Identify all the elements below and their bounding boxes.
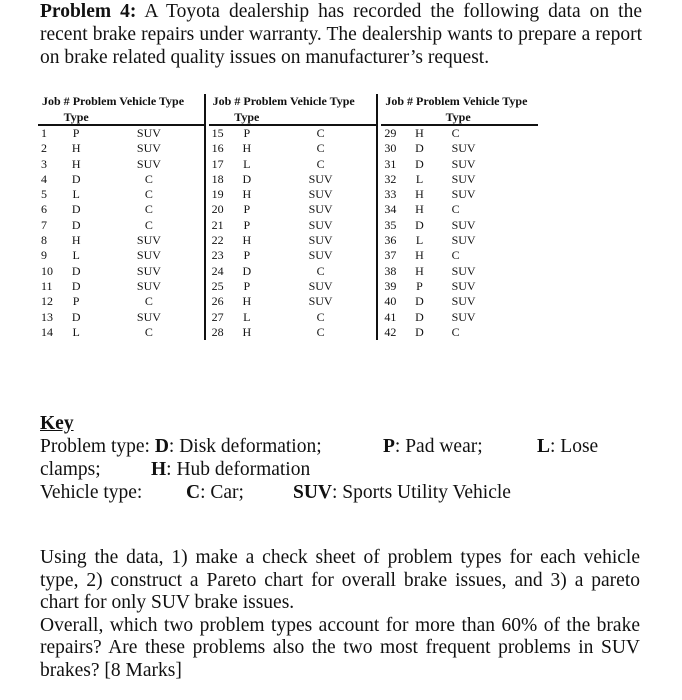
job-number-cell: 25 (211, 278, 224, 293)
header-vehicle: Vehicle Type (289, 94, 355, 108)
key-vehicle-label: Vehicle type: (40, 482, 143, 503)
problem-type-cell: D (242, 171, 252, 186)
table-body (38, 125, 538, 340)
header-vehicle: Vehicle Type (462, 94, 528, 108)
vehicle-type-cell: C (451, 126, 460, 140)
vehicle-type-cell: SUV (308, 278, 333, 293)
job-number-cell: 7 (41, 217, 47, 232)
key-line-3 (40, 481, 640, 504)
problem-type-cell: H (415, 126, 424, 140)
problem-type-cell: H (242, 187, 252, 202)
job-number-cell: 34 (384, 202, 397, 217)
problem-type-cell: P (416, 278, 423, 293)
vehicle-type-cell: C (451, 248, 460, 263)
problem-type-cell: L (72, 187, 80, 202)
job-number-cell: 2 (41, 141, 47, 156)
problem-type-cell: D (415, 217, 424, 232)
job-number-cell: 23 (211, 248, 224, 263)
problem-type-cell: L (72, 324, 80, 339)
key-l-text-cont: clamps; (40, 459, 101, 480)
table-row (38, 157, 538, 172)
brake-repair-table (38, 94, 538, 340)
problem-type-cell: P (72, 126, 80, 140)
job-number-cell: 9 (41, 248, 47, 263)
vehicle-type-cell: SUV (308, 248, 333, 263)
vehicle-type-cell: SUV (451, 294, 476, 309)
vehicle-type-cell: C (144, 217, 153, 232)
vehicle-type-cell: C (144, 324, 153, 339)
job-number-cell: 17 (211, 156, 224, 171)
header-vehicle: Vehicle Type (119, 94, 185, 108)
job-number-cell: 12 (41, 294, 53, 309)
vehicle-type-cell: C (316, 156, 325, 171)
problem-type-cell: P (243, 248, 251, 263)
problem-type-cell: D (71, 309, 81, 324)
vehicle-type-cell: SUV (136, 141, 161, 156)
key-h-text: : Hub deformation (166, 459, 311, 480)
vehicle-type-cell: SUV (308, 233, 333, 248)
job-number-cell: 22 (211, 233, 224, 248)
job-number-cell: 26 (211, 294, 224, 309)
vehicle-type-cell: SUV (308, 217, 333, 232)
vehicle-type-cell: SUV (136, 233, 161, 248)
problem-type-cell: H (415, 202, 424, 217)
job-number-cell: 8 (41, 233, 47, 248)
vehicle-type-cell: C (316, 141, 325, 156)
table-row (38, 218, 538, 233)
vehicle-type-cell: SUV (308, 202, 333, 217)
header-vehicle-type: Type (438, 110, 538, 125)
job-number-cell: 20 (211, 202, 224, 217)
job-number-cell: 24 (211, 263, 224, 278)
job-number-cell: 3 (41, 156, 47, 171)
vehicle-type-cell: SUV (451, 141, 476, 156)
vehicle-type-cell: SUV (308, 294, 333, 309)
problem-type-cell: D (415, 324, 424, 339)
key-line-2 (40, 458, 640, 481)
job-number-cell: 21 (211, 217, 224, 232)
key-problem-label: Problem type: (40, 436, 155, 457)
problem-type-cell: P (243, 217, 251, 232)
problem-type-cell: L (415, 233, 424, 248)
header-problem: Problem (72, 94, 117, 108)
key-line-1 (40, 435, 640, 458)
key-section (40, 412, 640, 504)
job-number-cell: 6 (41, 202, 47, 217)
problem-type-cell: H (415, 248, 424, 263)
key-c-text: : Car; (200, 482, 244, 503)
problem-type-cell: D (71, 171, 81, 186)
header-job: Job # (42, 94, 70, 108)
key-d-text: : Disk deformation; (168, 436, 322, 457)
problem-type-cell: H (242, 141, 252, 156)
job-number-cell: 18 (211, 171, 224, 186)
table-header-row-1 (38, 94, 538, 110)
job-number-cell: 13 (41, 309, 53, 324)
problem-type-cell: H (71, 233, 81, 248)
key-p-text: : Pad wear; (394, 436, 483, 457)
vehicle-type-cell: C (451, 324, 460, 339)
table-row (38, 141, 538, 156)
header-job: Job # (385, 94, 414, 108)
vehicle-type-cell: SUV (451, 187, 476, 202)
table-row (38, 187, 538, 202)
vehicle-type-cell: SUV (451, 263, 476, 278)
vehicle-type-cell: SUV (136, 278, 161, 293)
vehicle-type-cell: C (316, 126, 325, 140)
key-d-code: D (154, 436, 169, 457)
problem-type-cell: P (243, 126, 251, 140)
problem-type-cell: H (242, 233, 252, 248)
table-row (38, 279, 538, 294)
vehicle-type-cell: SUV (136, 126, 161, 140)
problem-type-cell: L (415, 171, 424, 186)
table-row (38, 264, 538, 279)
problem-type-cell: H (71, 156, 81, 171)
question-section (40, 547, 640, 683)
problem-type-cell: H (415, 187, 424, 202)
header-vehicle-type: Type (229, 110, 265, 125)
problem-type-cell: H (415, 263, 424, 278)
job-number-cell: 32 (384, 171, 397, 186)
problem-type-cell: L (243, 156, 251, 171)
job-number-cell: 19 (211, 187, 224, 202)
question-para-2: Overall, which two problem types account for more than 60% of the brake repairs? Are these problems also the two most frequent problems in SUV brakes? [8 Marks] (40, 614, 640, 681)
key-c-code: C (186, 482, 201, 503)
header-group-2 (209, 94, 378, 110)
problem-label: Problem 4: (40, 1, 137, 22)
job-number-cell: 5 (41, 187, 47, 202)
vehicle-type-cell: SUV (308, 187, 333, 202)
problem-type-cell: L (72, 248, 80, 263)
key-l-code: L (537, 436, 551, 457)
job-number-cell: 28 (211, 324, 224, 339)
table-row (38, 233, 538, 248)
vehicle-type-cell: SUV (136, 263, 161, 278)
problem-type-cell: H (242, 294, 252, 309)
problem-text: A Toyota dealership has recorded the following data on the recent brake repairs under warranty. The dealership wants to prepare a report on brake related quality issues on manufacturer’s request. (40, 1, 642, 68)
job-number-cell: 31 (384, 156, 397, 171)
key-suv-code: SUV (293, 482, 333, 503)
key-title: Key (40, 413, 74, 434)
problem-type-cell: D (415, 294, 424, 309)
problem-type-cell: D (71, 263, 81, 278)
problem-type-cell: P (243, 202, 251, 217)
job-number-cell: 38 (384, 263, 397, 278)
vehicle-type-cell: C (316, 309, 325, 324)
problem-type-cell: D (71, 278, 81, 293)
vehicle-type-cell: C (144, 202, 153, 217)
vehicle-type-cell: C (144, 294, 153, 309)
vehicle-type-cell: C (144, 171, 153, 186)
vehicle-type-cell: C (316, 263, 325, 278)
question-para-1: Using the data, 1) make a check sheet of problem types for each vehicle type, 2) construct a Pareto chart for overall brake issues, and 3) a pareto chart for only SUV brake issues. (40, 547, 640, 614)
problem-type-cell: H (71, 141, 81, 156)
job-number-cell: 39 (384, 278, 397, 293)
header-problem-type: Type (58, 110, 94, 125)
problem-type-cell: D (415, 156, 424, 171)
table-header-row-2 (38, 110, 538, 125)
vehicle-type-cell: SUV (308, 171, 333, 186)
vehicle-type-cell: SUV (136, 156, 161, 171)
vehicle-type-cell: SUV (451, 309, 476, 324)
table-row (38, 202, 538, 217)
header-group-1 (38, 94, 205, 110)
vehicle-type-cell: SUV (451, 217, 476, 232)
job-number-cell: 14 (41, 324, 53, 339)
job-number-cell: 35 (384, 217, 397, 232)
key-h-code: H (151, 459, 167, 480)
vehicle-type-cell: C (451, 202, 460, 217)
key-p-code: P (383, 436, 395, 457)
vehicle-type-cell: C (316, 324, 325, 339)
job-number-cell: 36 (384, 233, 397, 248)
job-number-cell: 37 (384, 248, 397, 263)
vehicle-type-cell: SUV (451, 171, 476, 186)
problem-type-cell: P (243, 278, 251, 293)
job-number-cell: 15 (211, 126, 224, 140)
vehicle-type-cell: SUV (451, 278, 476, 293)
job-number-cell: 41 (384, 309, 397, 324)
problem-type-cell: D (242, 263, 252, 278)
header-problem: Problem (243, 94, 288, 108)
problem-type-cell: D (415, 141, 424, 156)
vehicle-type-cell: SUV (451, 233, 476, 248)
key-suv-text: : Sports Utility Vehicle (332, 482, 511, 503)
problem-type-cell: D (71, 202, 81, 217)
problem-type-cell: H (242, 324, 252, 339)
job-number-cell: 42 (384, 324, 397, 339)
header-problem: Problem (416, 94, 460, 108)
vehicle-type-cell: C (144, 187, 153, 202)
job-number-cell: 33 (384, 187, 397, 202)
job-number-cell: 27 (211, 309, 224, 324)
job-number-cell: 4 (41, 171, 47, 186)
vehicle-type-cell: SUV (136, 248, 161, 263)
table-row (38, 294, 538, 309)
problem-type-cell: P (72, 294, 80, 309)
header-group-3 (381, 94, 538, 110)
vehicle-type-cell: SUV (451, 156, 476, 171)
job-number-cell: 10 (41, 263, 53, 278)
problem-type-cell: D (71, 217, 81, 232)
header-job: Job # (212, 94, 241, 108)
key-l-text: : Lose (550, 436, 599, 457)
table-row (38, 125, 538, 141)
job-number-cell: 1 (41, 126, 47, 140)
table-row (38, 325, 538, 340)
job-number-cell: 30 (384, 141, 397, 156)
problem-type-cell: D (415, 309, 424, 324)
table-row (38, 248, 538, 263)
job-number-cell: 29 (384, 126, 397, 140)
job-number-cell: 40 (384, 294, 397, 309)
table-row (38, 172, 538, 187)
problem-statement (40, 0, 642, 69)
job-number-cell: 11 (41, 278, 53, 293)
job-number-cell: 16 (211, 141, 224, 156)
vehicle-type-cell: SUV (136, 309, 161, 324)
table-row (38, 310, 538, 325)
problem-type-cell: L (243, 309, 251, 324)
